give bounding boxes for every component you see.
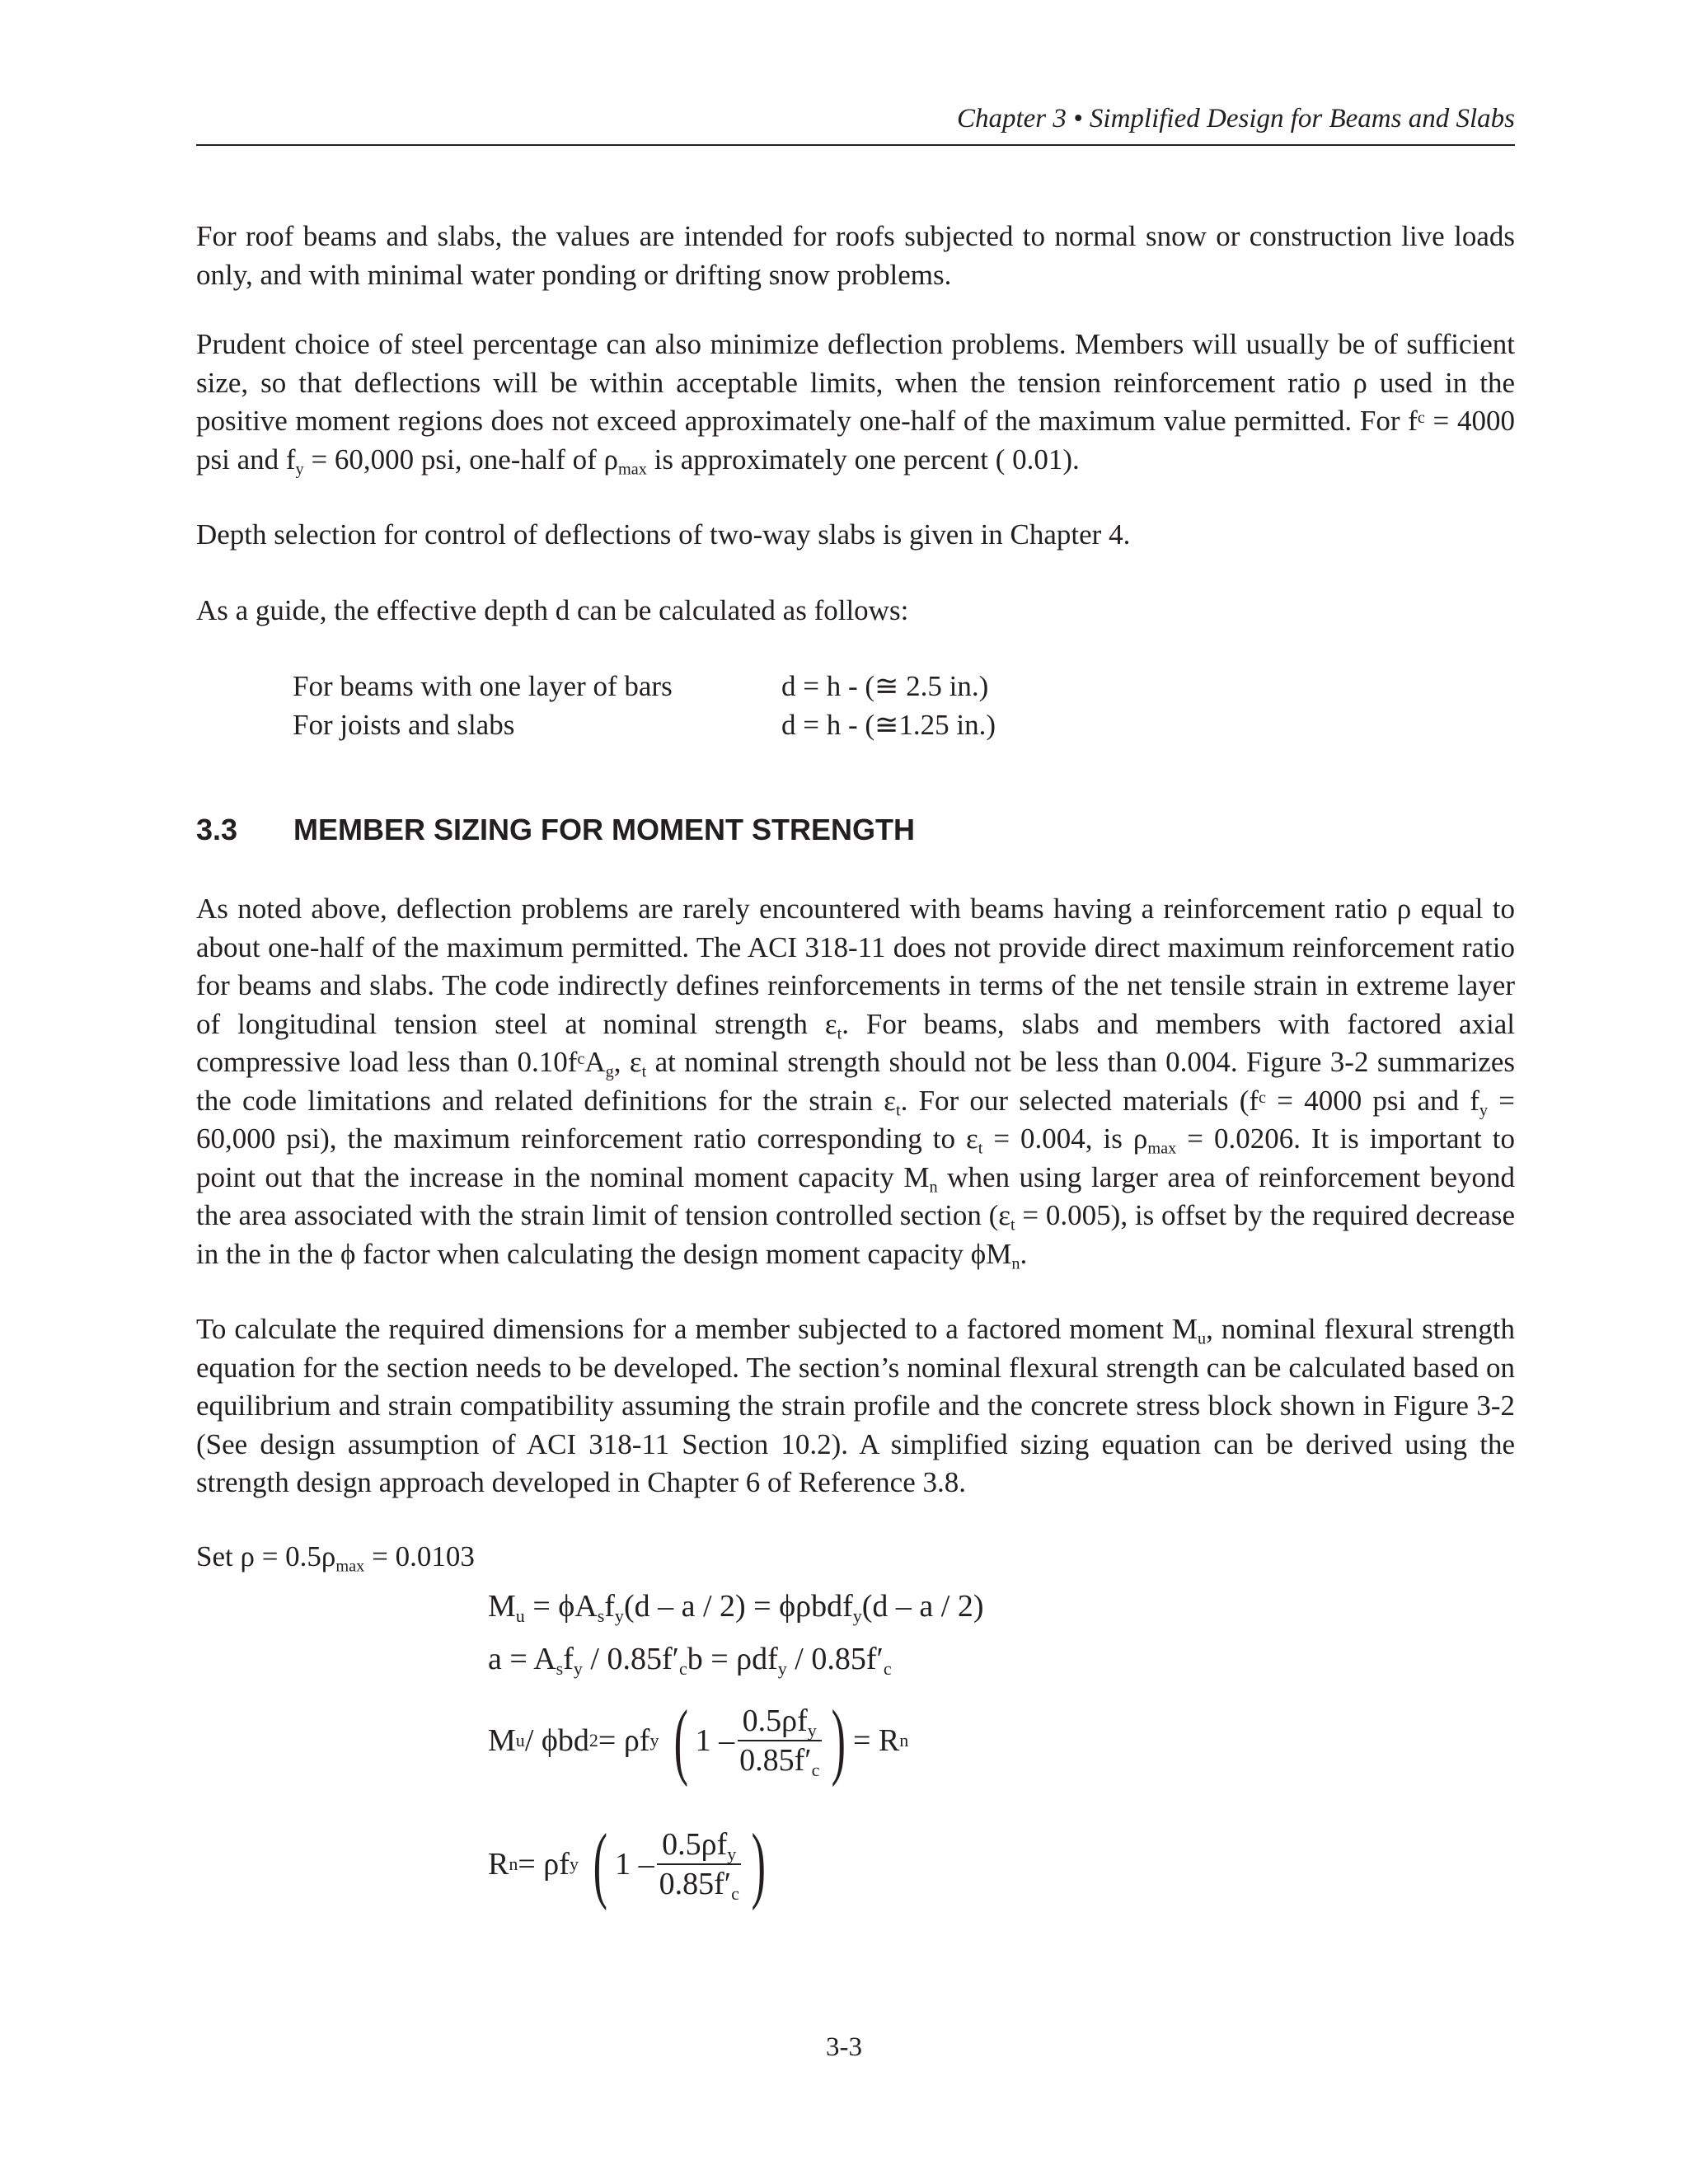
guide-label: For beams with one layer of bars bbox=[293, 670, 673, 702]
fraction: $\frac{0.5\rho f_y}{0.85f'_c}$ bbox=[654, 1825, 744, 1903]
equation-stress-block-depth: $a = A_sf_y / 0.85f'_cb = \rho df_y / 0.85f'_c$ bbox=[488, 1642, 892, 1680]
section-title: MEMBER SIZING FOR MOMENT STRENGTH bbox=[293, 813, 915, 846]
paragraph-depth-selection: Depth selection for control of deflections of two-way slabs is given in Chapter 4. bbox=[196, 518, 1131, 551]
paragraph-roof-loads: For roof beams and slabs, the values are intended for roofs subjected to normal snow or construction live loads only, and with minimal water ponding or drifting snow problems. bbox=[196, 220, 1515, 291]
running-header: Chapter 3 • Simplified Design for Beams and Slabs bbox=[956, 104, 1515, 134]
guide-value: d = h - (≅ 2.5 in.) bbox=[781, 670, 989, 702]
guide-row-beams bbox=[293, 668, 1117, 706]
equation-rn: R n = ρf y ( 1 – $\frac{0.5\rho f_y}{0.85f'_c}$ ) bbox=[488, 1816, 766, 1911]
paragraph-effective-depth-guide: As a guide, the effective depth d can be calculated as follows: bbox=[196, 594, 909, 626]
paragraph-sizing-equation: To calculate the required dimensions for a member subjected to a factored moment $M_u$, nominal flexural strength equation for the section needs to be developed. The section’s nominal flexural strength can be calculated based on equilibrium and strain compatibility assuming the strain profile and the concrete stress block shown in Figure 3-2 (See design assumption of ACI 318-11 Section 10.2). A simplified sizing equation can be derived using the strength design approach developed in Chapter 6 of Reference 3.8. bbox=[196, 1313, 1515, 1498]
equation-design-moment: $M_u = \phi A_sf_y(d - a / 2) = \phi\rho bdf_y(d - a / 2)$ bbox=[488, 1589, 984, 1627]
set-rho-line: Set $\rho = 0.5\rho_{max} = 0.0103$ bbox=[196, 1540, 475, 1576]
section-heading bbox=[196, 812, 915, 848]
page-number: 3-3 bbox=[826, 2032, 862, 2062]
equation-resistance-factor: M u / ϕbd 2 = ρf y ( 1 – $\frac{0.5\rho f_y}{0.85f'_c}$ ) = R n bbox=[488, 1693, 909, 1788]
guide-label: For joists and slabs bbox=[293, 708, 515, 741]
guide-row-joists bbox=[293, 706, 1117, 745]
effective-depth-table bbox=[293, 668, 1117, 744]
paragraph-reinforcement-limits: As noted above, deflection problems are rarely encountered with beams having a reinforcement ratio ρ equal to about one-half of the maximum permitted. The ACI 318-11 does not provide direct maximum reinforcement ratio for beams and slabs. The code indirectly defines reinforcements in terms of the net tensile strain in extreme layer of longitudinal tension steel at nominal strength $\varepsilon_t$. For beams, slabs and members with factored axial compressive load less than $0.10f^cA_g$, $\varepsilon_t$ at nominal strength should not be less than 0.004. Figure 3-2 summarizes the code limitations and related definitions for the strain $\varepsilon_t$. For our selected materials ($f^c = 4000$ psi and $f_y = 60,000$ psi), the maximum reinforcement ratio corresponding to $\varepsilon_t = 0.004$, is $\rho_{max} = 0.0206$. It is important to point out that the increase in the nominal moment capacity $M_n$ when using larger area of reinforcement beyond the area associated with the strain limit of tension controlled section $(\varepsilon_t = 0.005)$, is offset by the required decrease in the in the ϕ factor when calculating the design moment capacity $\phi M_n$. bbox=[196, 893, 1516, 1272]
paragraph-steel-percentage: Prudent choice of steel percentage can also minimize deflection problems. Members will usually be of sufficient size, so that deflections will be within acceptable limits, when the tension reinforcement ratio ρ used in the positive moment regions does not exceed approximately one-half of the maximum value permitted. For $f^c = 4000$ psi and $f_y = 60,000$ psi, one-half of $\rho_{max}$ is approximately one percent ( 0.01). bbox=[196, 328, 1515, 478]
header-rule bbox=[196, 144, 1515, 146]
fraction: $\frac{0.5\rho f_y}{0.85f'_c}$ bbox=[734, 1702, 824, 1779]
section-number: 3.3 bbox=[196, 813, 238, 846]
guide-value: d = h - (≅1.25 in.) bbox=[781, 708, 996, 741]
